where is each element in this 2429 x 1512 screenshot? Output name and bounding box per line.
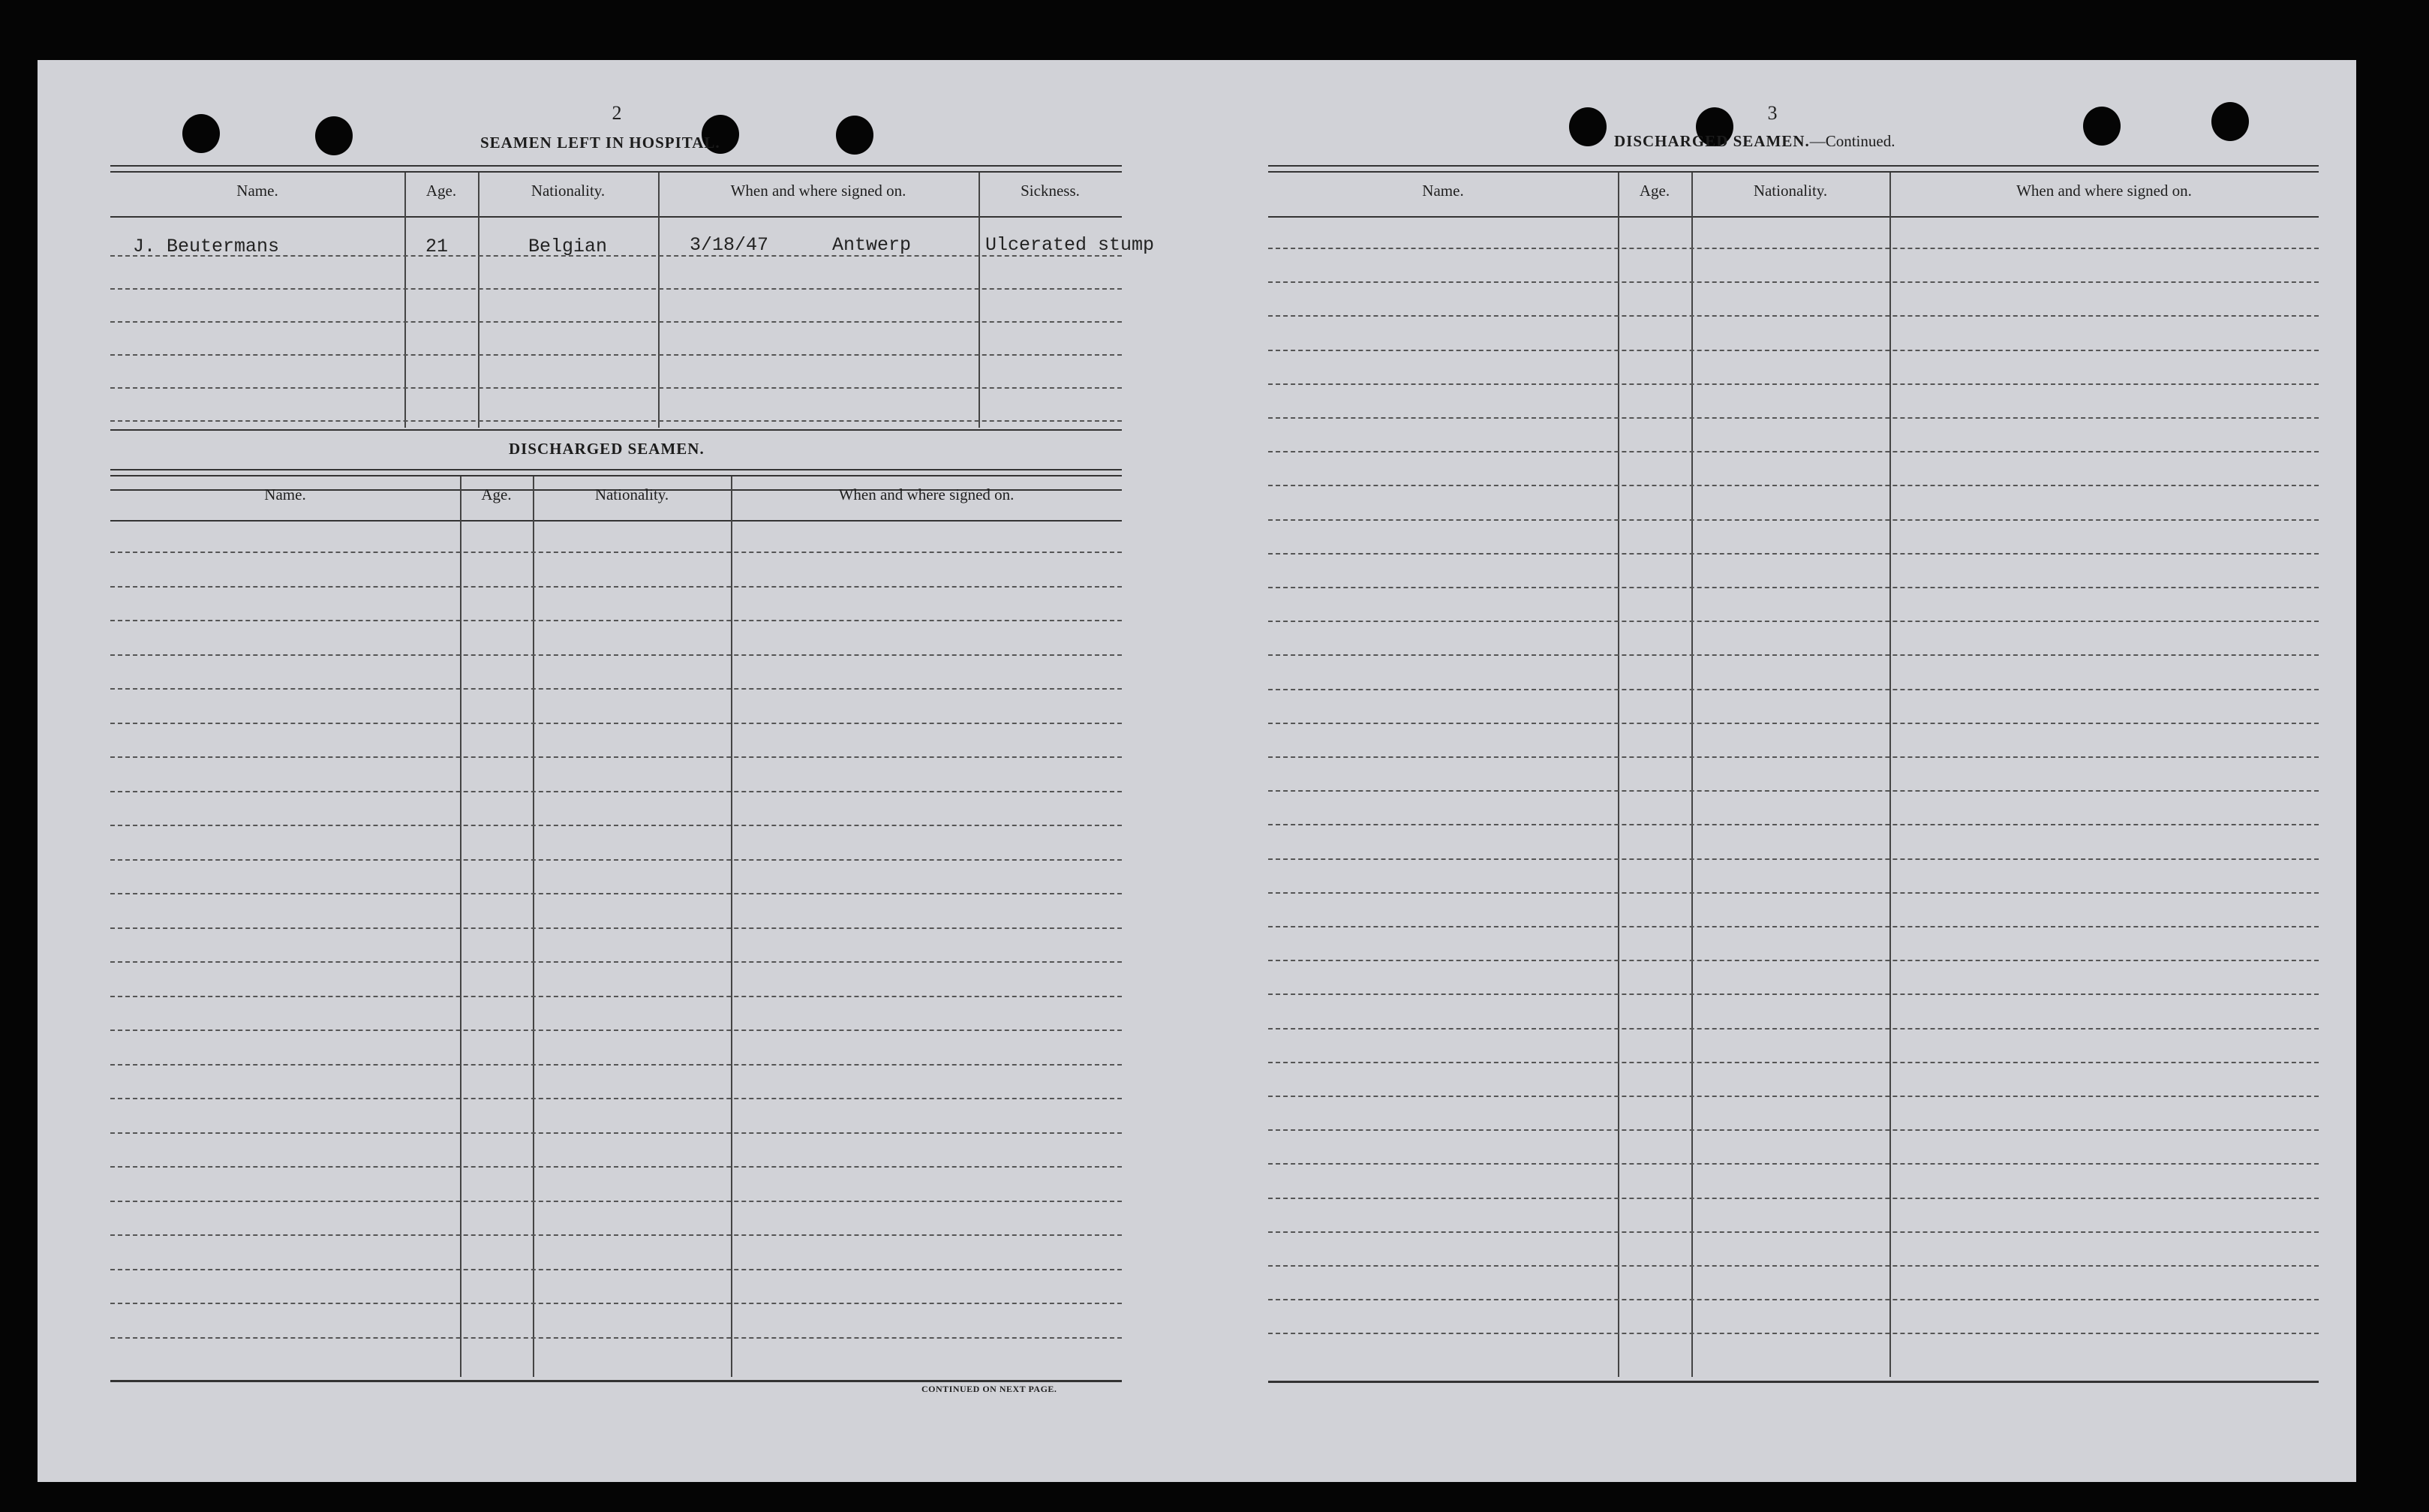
row-rule xyxy=(110,723,1122,724)
row-rule xyxy=(1268,587,2319,588)
row-rule xyxy=(110,1337,1122,1339)
header-signed-on: When and where signed on. xyxy=(2016,182,2192,200)
row-rule xyxy=(110,893,1122,894)
row-rule xyxy=(110,1064,1122,1066)
row-rule xyxy=(110,791,1122,792)
row-rule xyxy=(110,620,1122,621)
row-rule xyxy=(1268,248,2319,249)
row-rule xyxy=(1268,553,2319,555)
row-rule xyxy=(110,1132,1122,1134)
title-suffix: —Continued. xyxy=(1809,132,1895,150)
row-rule xyxy=(1268,892,2319,894)
row-rule xyxy=(110,288,1122,290)
column-divider xyxy=(979,173,980,428)
row-rule xyxy=(1268,1163,2319,1165)
row-rule xyxy=(1268,926,2319,927)
table-bottom-rule xyxy=(1268,1381,2319,1383)
row-rule xyxy=(110,1234,1122,1236)
header-name: Name. xyxy=(264,485,306,503)
header-age: Age. xyxy=(1639,182,1670,200)
header-sickness: Sickness. xyxy=(1021,182,1080,200)
header-nationality: Nationality. xyxy=(594,485,669,503)
discharged-continued-title xyxy=(1614,132,1895,151)
row-rule xyxy=(1268,790,2319,792)
table-top-rule xyxy=(1268,165,2319,173)
row-rule xyxy=(1268,485,2319,486)
row-rule xyxy=(110,927,1122,929)
entry-sickness: Ulcerated stump xyxy=(985,234,1155,256)
column-divider xyxy=(1889,173,1891,1377)
header-rule xyxy=(1268,216,2319,218)
table-bottom-rule xyxy=(110,429,1122,431)
row-rule xyxy=(110,688,1122,690)
punch-hole xyxy=(1569,107,1607,146)
document-sheet xyxy=(38,60,2356,1482)
row-rule xyxy=(110,654,1122,656)
continued-footer: CONTINUED ON NEXT PAGE. xyxy=(921,1384,1057,1394)
header-name: Name. xyxy=(1422,182,1464,200)
header-nationality: Nationality. xyxy=(1753,182,1828,200)
row-rule xyxy=(110,552,1122,553)
header-age: Age. xyxy=(481,485,512,503)
column-divider xyxy=(658,173,660,428)
title-main: DISCHARGED SEAMEN. xyxy=(1614,132,1810,150)
row-rule xyxy=(1268,654,2319,656)
row-rule xyxy=(1268,1333,2319,1334)
row-rule xyxy=(1268,1265,2319,1267)
punch-hole xyxy=(2083,107,2121,146)
table-bottom-rule xyxy=(110,1380,1122,1382)
row-rule xyxy=(110,586,1122,588)
row-rule xyxy=(1268,723,2319,724)
discharged-table-right xyxy=(1268,165,2319,1444)
column-divider xyxy=(1618,173,1619,1377)
row-rule xyxy=(1268,1062,2319,1063)
header-rule xyxy=(110,216,1122,218)
punch-hole xyxy=(836,116,873,155)
row-rule xyxy=(110,1269,1122,1270)
row-rule xyxy=(1268,960,2319,961)
page-number-right: 3 xyxy=(1767,102,1778,124)
row-rule xyxy=(1268,993,2319,995)
entry-age: 21 xyxy=(425,236,449,257)
header-name: Name. xyxy=(236,182,278,200)
discharged-section-title: DISCHARGED SEAMEN. xyxy=(509,440,705,458)
row-rule xyxy=(1268,1231,2319,1233)
row-rule xyxy=(1268,383,2319,385)
row-rule xyxy=(110,961,1122,963)
page-number-left: 2 xyxy=(612,102,622,124)
entry-name: J. Beutermans xyxy=(133,236,280,257)
row-rule xyxy=(110,756,1122,758)
row-rule xyxy=(1268,1096,2319,1097)
row-rule xyxy=(1268,824,2319,825)
entry-signed-date: 3/18/47 xyxy=(690,234,769,256)
row-rule xyxy=(110,1166,1122,1168)
entry-nationality: Belgian xyxy=(528,236,608,257)
row-rule xyxy=(110,859,1122,861)
table-top-rule xyxy=(110,469,1122,476)
row-rule xyxy=(110,1303,1122,1304)
row-rule xyxy=(1268,417,2319,419)
header-signed-on: When and where signed on. xyxy=(730,182,906,200)
row-rule xyxy=(1268,689,2319,690)
row-rule xyxy=(1268,281,2319,283)
header-nationality: Nationality. xyxy=(531,182,606,200)
row-rule xyxy=(1268,451,2319,452)
punch-hole xyxy=(182,114,220,153)
row-rule xyxy=(1268,858,2319,860)
row-rule xyxy=(1268,519,2319,521)
punch-hole xyxy=(2211,102,2249,141)
discharged-table-left xyxy=(110,469,1122,1444)
header-signed-on: When and where signed on. xyxy=(838,485,1015,503)
row-rule xyxy=(110,1030,1122,1031)
column-divider xyxy=(404,173,406,428)
row-rule xyxy=(1268,1028,2319,1030)
row-rule xyxy=(1268,315,2319,317)
row-rule xyxy=(1268,1129,2319,1131)
row-rule xyxy=(110,321,1122,323)
entry-signed-place: Antwerp xyxy=(832,234,912,256)
row-rule xyxy=(1268,350,2319,351)
hospital-section-title: SEAMEN LEFT IN HOSPITAL. xyxy=(480,134,720,152)
row-rule xyxy=(1268,1198,2319,1199)
column-divider xyxy=(1691,173,1693,1377)
row-rule xyxy=(110,1098,1122,1099)
row-rule xyxy=(110,1201,1122,1202)
row-rule xyxy=(1268,756,2319,758)
row-rule xyxy=(110,354,1122,356)
header-age: Age. xyxy=(425,182,457,200)
row-rule xyxy=(110,996,1122,997)
header-rule xyxy=(110,520,1122,522)
punch-hole xyxy=(315,116,353,155)
row-rule xyxy=(110,387,1122,389)
table-top-rule xyxy=(110,165,1122,173)
row-rule xyxy=(1268,1299,2319,1300)
row-rule xyxy=(110,825,1122,826)
column-divider xyxy=(478,173,479,428)
row-rule xyxy=(110,420,1122,422)
row-rule xyxy=(1268,621,2319,622)
